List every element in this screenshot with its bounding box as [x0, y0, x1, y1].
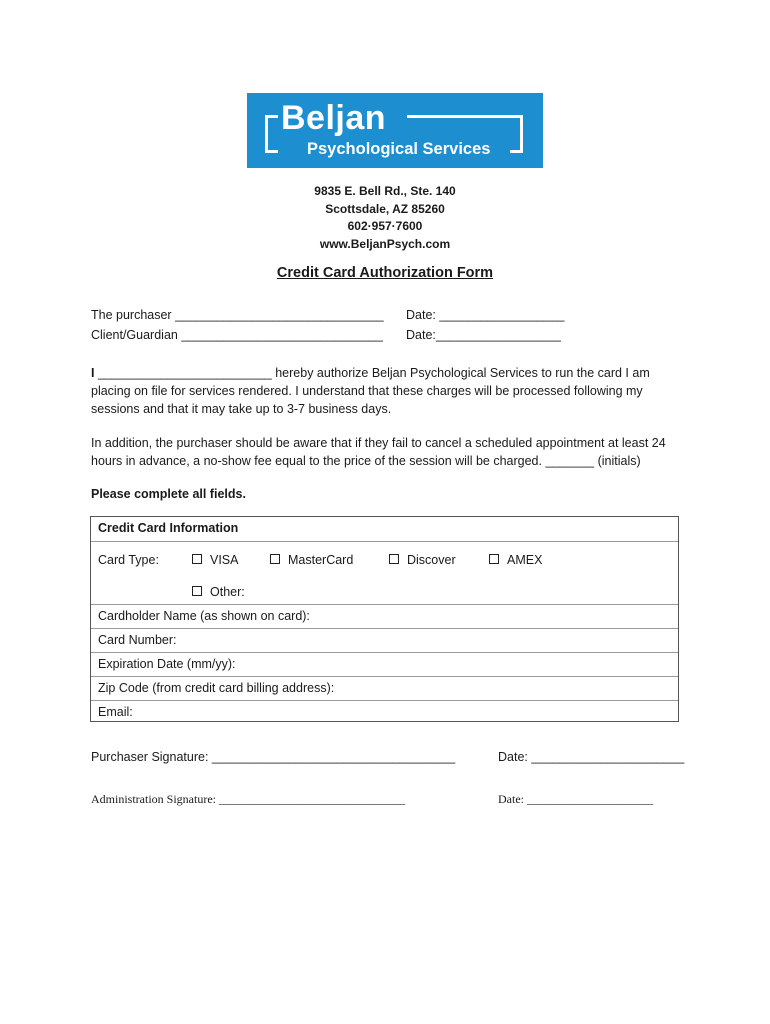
client-guardian-field[interactable]: Client/Guardian _____________________________	[91, 328, 383, 342]
address-city: Scottsdale, AZ 85260	[325, 201, 445, 216]
form-title: Credit Card Authorization Form	[276, 265, 494, 281]
logo-bracket-left	[265, 115, 278, 153]
visa-checkbox[interactable]	[192, 554, 202, 564]
admin-signature-field[interactable]: Administration Signature: _______________________________	[91, 792, 405, 806]
logo-subtitle: Psychological Services	[307, 140, 491, 158]
cc-divider	[91, 628, 678, 629]
mastercard-checkbox[interactable]	[270, 554, 280, 564]
logo-bracket-right	[510, 115, 523, 153]
authorization-text: _________________________ hereby authorize Beljan Psychological Services to run the card I am placing on file for services rendered. I understand that these charges will be processed following my sessions and that it may take up to 3-7 business days.	[91, 366, 650, 416]
zip-code-field[interactable]: Zip Code (from credit card billing address):	[98, 681, 335, 695]
mastercard-label: MasterCard	[288, 553, 354, 567]
discover-label: Discover	[407, 553, 456, 567]
purchaser-field[interactable]: The purchaser ______________________________	[91, 308, 384, 322]
credit-card-info-box	[90, 516, 679, 722]
other-checkbox[interactable]	[192, 586, 202, 596]
discover-checkbox[interactable]	[389, 554, 399, 564]
admin-signature-date-field[interactable]: Date: _____________________	[498, 792, 653, 806]
logo-name: Beljan	[281, 99, 387, 137]
address-phone: 602·957·7600	[347, 219, 423, 233]
other-label: Other:	[210, 585, 245, 599]
cc-heading: Credit Card Information	[98, 521, 239, 535]
beljan-logo	[247, 93, 543, 168]
purchaser-signature-date-field[interactable]: Date: ______________________	[498, 750, 685, 764]
address-street: 9835 E. Bell Rd., Ste. 140	[314, 184, 456, 198]
card-type-label: Card Type:	[98, 553, 159, 567]
cardholder-name-field[interactable]: Cardholder Name (as shown on card):	[98, 609, 310, 623]
cc-divider	[91, 676, 678, 677]
logo-top-line	[407, 115, 523, 118]
cc-divider	[91, 541, 678, 542]
client-date-field[interactable]: Date:__________________	[406, 328, 562, 342]
visa-label: VISA	[210, 553, 239, 567]
authorization-paragraph	[91, 364, 691, 418]
email-field[interactable]: Email:	[98, 705, 133, 719]
card-number-field[interactable]: Card Number:	[98, 633, 177, 647]
address-website: www.BeljanPsych.com	[319, 236, 451, 251]
noshow-paragraph: In addition, the purchaser should be aware that if they fail to cancel a scheduled appointment at least 24 hours in advance, a no-show fee equal to the price of the session will be charged. _______ (initials)	[91, 436, 666, 468]
practice-address	[0, 183, 770, 253]
purchaser-date-field[interactable]: Date: __________________	[406, 308, 565, 322]
cc-divider	[91, 700, 678, 701]
authorization-lead: I	[91, 366, 95, 380]
cc-divider	[91, 604, 678, 605]
complete-fields-instruction: Please complete all fields.	[91, 487, 246, 501]
cc-divider	[91, 652, 678, 653]
purchaser-signature-field[interactable]: Purchaser Signature: ___________________________________	[91, 750, 456, 764]
amex-checkbox[interactable]	[489, 554, 499, 564]
expiration-date-field[interactable]: Expiration Date (mm/yy):	[98, 657, 236, 671]
amex-label: AMEX	[507, 553, 543, 567]
